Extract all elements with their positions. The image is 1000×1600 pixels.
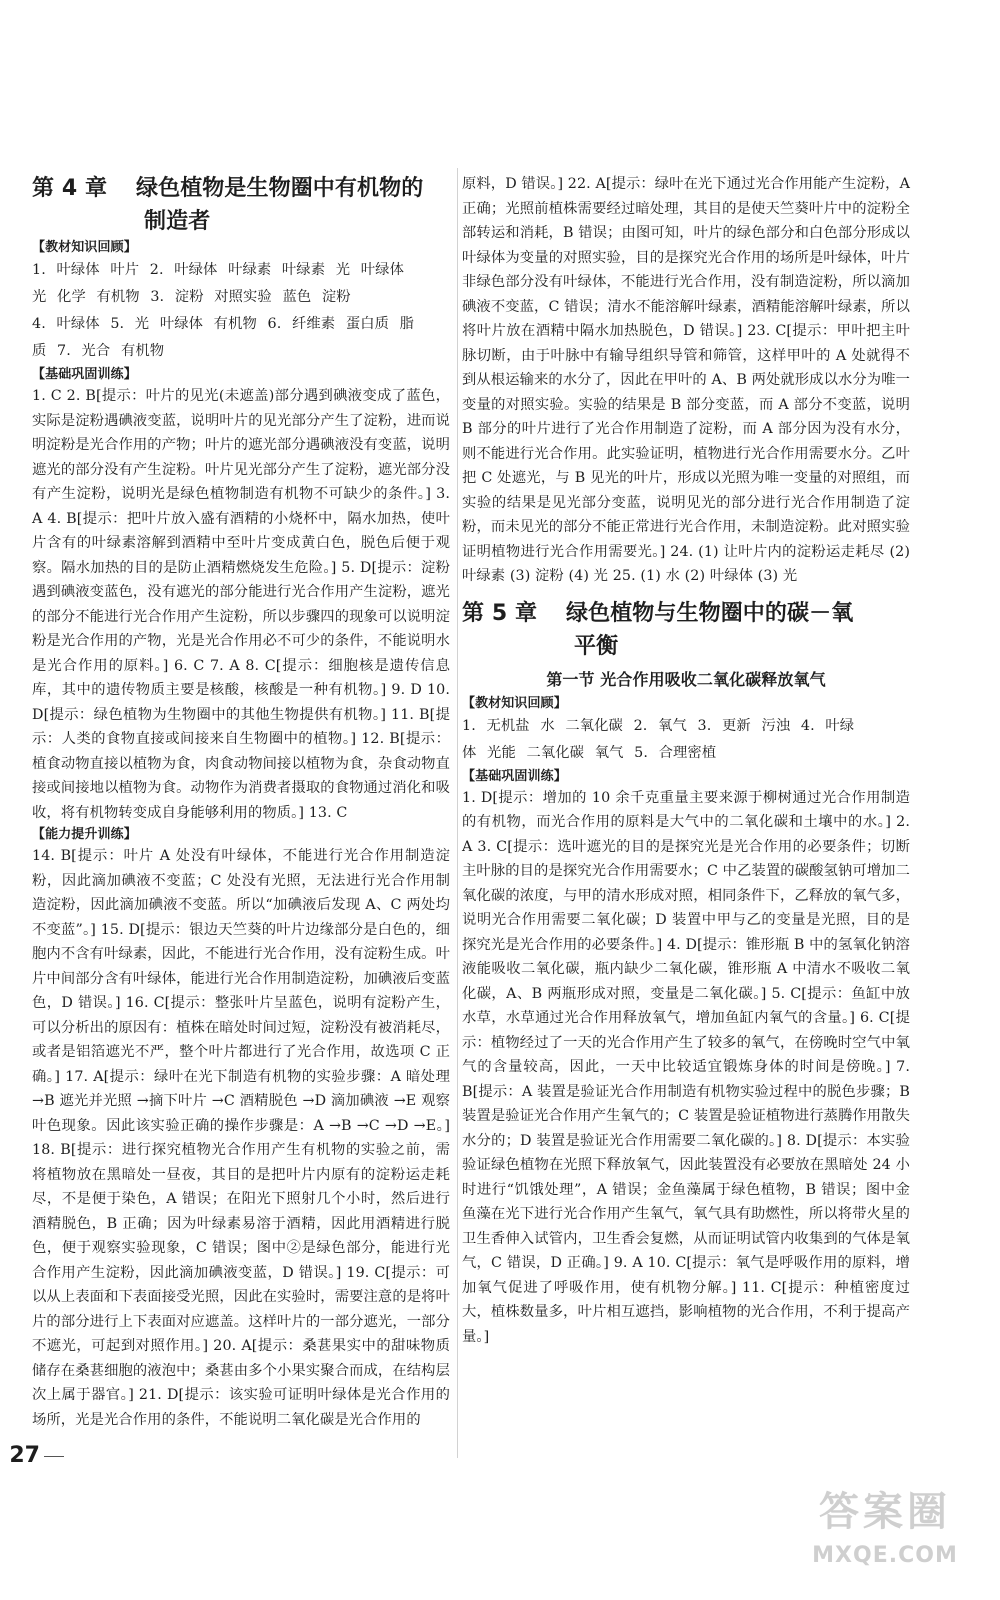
chapter5-number: 第 5 章 [462, 600, 538, 626]
section1-title: 第一节 光合作用吸收二氧化碳释放氧气 [546, 669, 826, 689]
chapter4-title-line2: 制造者 [144, 209, 211, 234]
review-line: 光 化学 有机物 3. 淀粉 对照实验 蓝色 淀粉 [32, 289, 351, 305]
review-line: 4. 叶绿体 5. 光 叶绿体 有机物 6. 纤维素 蛋白质 脂 [32, 316, 415, 332]
ability-training-header: 【能力提升训练】 [32, 827, 137, 842]
continued-answers: 原料，D 错误。] 22. A[提示：绿叶在光下通过光合作用能产生淀粉，A 正确；光照前植株需要经过暗处理，其目的是使天竺葵叶片中的淀粉全部转运和消耗，B 错误；由图可知，叶片的绿色部分和白色部分形成以叶绿体为变量的对照实验，目的是探究光合作用的场所是叶绿体，叶片非绿色部分没有叶绿体，不能进行光合作用，没有制造淀粉，所以滴加碘液不变蓝，C 错误；清水不能溶解叶绿素，酒精能溶解叶绿素，所以将叶片放在酒精中隔水加热脱色，D 错误。] 23. C[提示：甲叶把主叶脉切断，由于叶脉中有输导组织导管和筛管，这样甲叶的 A 处就得不到从根运输来的水分了，因此在甲叶的 A、B 两处就形成以水分为唯一变量的对照实验。实验的结果是 B 部分变蓝，而 A 部分不变蓝，说明 B 部分的叶片进行了光合作用制造了淀粉，而 A 部分因为没有水分，则不能进行光合作用。此实验证明，植物进行光合作用需要水分。乙叶把 C 处遮光，与 B 见光的叶片，形成以光照为唯一变量的对照组，而实验的结果是见光部分变蓝，说明见光的部分进行光合作用制造了淀粉，而未见光的部分不能正常进行光合作用，未制造淀粉。此对照实验证明植物进行光合作用需要光。] 24. (1) 让叶片内的淀粉运走耗尽 (2) 叶绿素 (3) 淀粉 (4) 光 25. (1) 水 (2) 叶绿体 (3) 光 [462, 176, 910, 584]
basic-training-answers: 1. D[提示：增加的 10 余千克重量主要来源于柳树通过光合作用制造的有机物，而光合作用的原料是大气中的二氧化碳和土壤中的水。] 2. A 3. C[提示：选叶遮光的目的是探究光是光合作用的必要条件；切断主叶脉的目的是探究光合作用需要水；C 中乙装置的碳酸氢钠可增加二氧化碳的浓度，与甲的清水形成对照，相同条件下，乙释放的氧气多，说明光合作用需要二氧化碳；D 装置中甲与乙的变量是光照，目的是探究光是光合作用的必要条件。] 4. D[提示：锥形瓶 B 中的氢氧化钠溶液能吸收二氧化碳，瓶内缺少二氧化碳，锥形瓶 A 中清水不吸收二氧化碳，A、B 两瓶形成对照，变量是二氧化碳。] 5. C[提示：鱼缸中放水草，水草通过光合作用释放氧气，增加鱼缸内氧气的含量。] 6. C[提示：植物经过了一天的光合作用产生了较多的氧气，在傍晚时空气中氧气的含量较高，因此，一天中比较适宜锻炼身体的时间是傍晚。] 7. B[提示：A 装置是验证光合作用制造有机物实验过程中的脱色步骤；B 装置是验证光合作用产生氧气的；C 装置是验证植物进行蒸腾作用散失水分的；D 装置是验证光合作用需要二氧化碳的。] 8. D[提示：本实验验证绿色植物在光照下释放氧气，因此装置没有必要放在黑暗处 24 小时进行“饥饿处理”，A 错误；金鱼藻属于绿色植物，B 错误；图中金鱼藻在光下进行光合作用产生氧气，氧气具有助燃性，所以将带火星的卫生香伸入试管内，卫生香会复燃，从而证明试管内收集到的气体是氧气，C 错误，D 正确。] 9. A 10. C[提示：氧气是呼吸作用的原料，增加氧气促进了呼吸作用，使有机物分解。] 11. C[提示：种植密度过大，植株数量多，叶片相互遮挡，影响植物的光合作用，不利于提高产量。] [462, 789, 910, 1345]
chapter5-title [462, 597, 910, 663]
review-header: 【教材知识回顾】 [462, 695, 567, 711]
chapter4-title [32, 172, 450, 238]
watermark-logo-text: 答案圈 [819, 1489, 951, 1535]
right-column [462, 172, 910, 1349]
basic-training-header: 【基础巩固训练】 [462, 768, 567, 784]
review-header: 【教材知识回顾】 [32, 240, 137, 255]
basic-training-answers: 1. C 2. B[提示：叶片的见光(未遮盖)部分遇到碘液变成了蓝色，实际是淀粉遇碘液变蓝，说明叶片的见光部分产生了淀粉，进而说明淀粉是光合作用的产物；叶片的遮光部分遇碘液没有变蓝，说明遮光的部分没有产生淀粉。叶片见光部分产生了淀粉，遮光部分没有产生淀粉，说明光是绿色植物制造有机物不可缺少的条件。] 3. A 4. B[提示：把叶片放入盛有酒精的小烧杯中，隔水加热，使叶片含有的叶绿素溶解到酒精中至叶片变成黄白色，脱色后便于观察。隔水加热的目的是防止酒精燃烧发生危险。] 5. D[提示：淀粉遇到碘液变蓝色，没有遮光的部分能进行光合作用产生淀粉，遮光的部分不能进行光合作用产生淀粉，所以步骤四的现象可以说明淀粉是光合作用的产物，光是光合作用必不可少的条件，不能说明水是光合作用的原料。] 6. C 7. A 8. C[提示：细胞核是遗传信息库，其中的遗传物质主要是核酸，核酸是一种有机物。] 9. D 10. D[提示：绿色植物为生物圈中的其他生物提供有机物。] 11. B[提示：人类的食物直接或间接来自生物圈中的植物。] 12. B[提示：植食动物直接以植物为食，肉食动物间接以植物为食，杂食动物直接或间接地以植物为食。动物作为消费者摄取的食物通过消化和吸收，将有机物转变成自身能够利用的物质。] 13. C [32, 388, 450, 821]
review-line: 1. 无机盐 水 二氧化碳 2. 氧气 3. 更新 污浊 4. 叶绿 [462, 717, 855, 734]
column-divider [457, 168, 458, 1458]
left-column [32, 172, 450, 1432]
basic-training-header: 【基础巩固训练】 [32, 367, 137, 382]
review-line: 质 7. 光合 有机物 [32, 343, 165, 359]
ability-training-answers: 14. B[提示：叶片 A 处没有叶绿体，不能进行光合作用制造淀粉，因此滴加碘液不变蓝；C 处没有光照，无法进行光合作用制造淀粉，因此滴加碘液不变蓝。所以“加碘液后发现 A、C 两处均不变蓝”。] 15. D[提示：银边天竺葵的叶片边缘部分是白色的，细胞内不含有叶绿素，因此，不能进行光合作用，没有淀粉生成。叶片中间部分含有叶绿体，能进行光合作用制造淀粉，加碘液后变蓝色，D 错误。] 16. C[提示：整张叶片呈蓝色，说明有淀粉产生，可以分析出的原因有：植株在暗处时间过短，淀粉没有被消耗尽，或者是铝箔遮光不严，整个叶片都进行了光合作用，故选项 C 正确。] 17. A[提示：绿叶在光下制造有机物的实验步骤：A 暗处理 →B 遮光并光照 →摘下叶片 →C 酒精脱色 →D 滴加碘液 →E 观察叶色现象。因此该实验正确的操作步骤是：A →B →C →D →E。] 18. B[提示：进行探究植物光合作用产生有机物的实验之前，需将植物放在黑暗处一昼夜，其目的是把叶片内原有的淀粉运走耗尽，不是便于染色，A 错误；在阳光下照射几个小时，然后进行酒精脱色，B 正确；因为叶绿素易溶于酒精，因此用酒精进行脱色，便于观察实验现象，C 错误；图中②是绿色部分，能进行光合作用产生淀粉，因此滴加碘液变蓝，D 错误。] 19. C[提示：可以从上表面和下表面接受光照，因此在实验时，需要注意的是将叶片的部分进行上下表面对应遮盖。这样叶片的一部分遮光，一部分不遮光，可起到对照作用。] 20. A[提示：桑葚果实中的甜味物质储存在桑葚细胞的液泡中；桑葚由多个小果实聚合而成，在结构层次上属于器官。] 21. D[提示：该实验可证明叶绿体是光合作用的场所，光是光合作用的条件，不能说明二氧化碳是光合作用的 [32, 848, 450, 1428]
review-line: 1. 叶绿体 叶片 2. 叶绿体 叶绿素 叶绿素 光 叶绿体 [32, 262, 404, 278]
page-number: 27 [9, 1443, 40, 1468]
watermark-logo [790, 1482, 980, 1584]
chapter4-number: 第 4 章 [32, 176, 108, 201]
chapter5-title-line2: 平衡 [574, 633, 619, 659]
review-line: 体 光能 二氧化碳 氧气 5. 合理密植 [462, 744, 717, 761]
watermark-site-text: MXQE.COM [812, 1543, 958, 1568]
chapter5-title-line1: 绿色植物与生物圈中的碳－氧 [566, 600, 854, 626]
chapter4-title-line1: 绿色植物是生物圈中有机物的 [136, 176, 424, 201]
page-number-rule [44, 1456, 64, 1457]
